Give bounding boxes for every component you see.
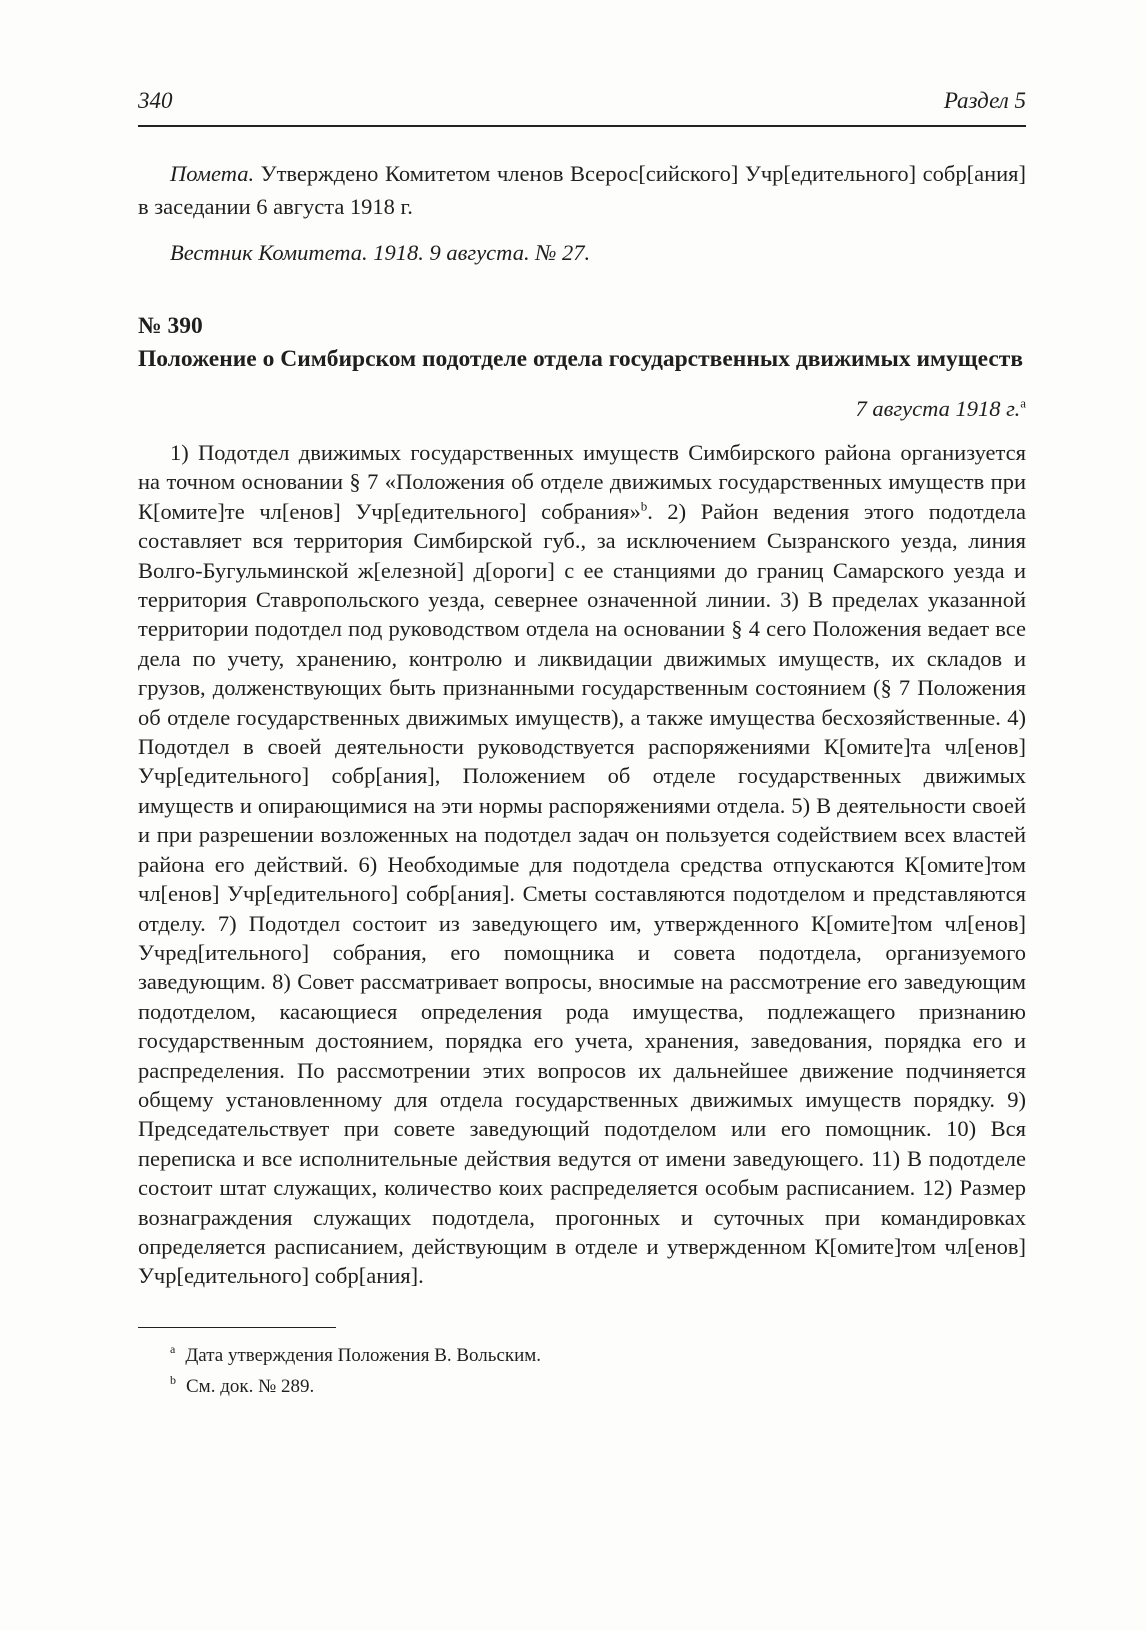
body-part-1: 1) Подотдел движимых государственных имуществ Симбирского района организуется на точном основании § 7 «Положения об отделе движимых государственных имуществ при К[омите]те чл[енов] Учр[едительного] собрания» — [138, 440, 1026, 524]
footnote-text: Дата утверждения Положения В. Вольским. — [185, 1344, 542, 1366]
page — [138, 88, 1026, 1402]
page-number: 340 — [138, 88, 173, 113]
footnote-ref-a[interactable]: a — [1020, 395, 1026, 411]
footnote-mark: b — [170, 1373, 176, 1388]
approval-note — [138, 157, 1026, 223]
footnotes — [138, 1340, 1026, 1402]
document-date — [138, 393, 1026, 425]
running-header — [138, 88, 1026, 127]
footnote-divider — [138, 1327, 336, 1328]
footnote-mark: a — [170, 1342, 176, 1357]
note-text: Утверждено Комитетом членов Всерос[сийского] Учр[едительного] собр[ания] в заседании 6 августа 1918 г. — [138, 161, 1026, 219]
document-body — [138, 438, 1026, 1291]
document-date-text: 7 августа 1918 г. — [855, 396, 1021, 421]
note-label: Помета. — [170, 161, 255, 186]
document-number: № 390 — [138, 313, 203, 339]
footnote-a — [138, 1340, 1026, 1371]
footnote-ref-b[interactable]: b — [640, 498, 648, 514]
section-title: Раздел 5 — [943, 88, 1026, 113]
footnote-text: См. док. № 289. — [186, 1375, 315, 1397]
footnote-b — [138, 1371, 1026, 1402]
source-citation: Вестник Комитета. 1918. 9 августа. № 27. — [170, 240, 591, 265]
body-part-2: . 2) Район ведения этого подотдела составляет вся территория Симбирской губ., за исключением Сызранского уезда, линия Волго-Бугульминской ж[елезной] д[ороги] с ее станциями до границ Самарского уезда и территория Ставропольского уезда, севернее означенной линии. 3) В пределах указанной территории подотдел под руководством отдела на основании § 4 сего Положения ведает все дела по учету, хранению, контролю и ликвидации движимых имуществ, их складов и грузов, долженствующих быть признанными государственным состоянием (§ 7 Положения об отделе государственных движимых имуществ), а также имущества бесхозяйственные. 4) Подотдел в своей деятельности руководствуется распоряжениями К[омите]та чл[енов] Учр[едительного] собр[ания], Положением об отделе государственных движимых имуществ и опирающимися на эти нормы распоряжениями отдела. 5) В деятельности своей и при разрешении возложенных на подотдел задач он пользуется содействием всех властей района его действий. 6) Необходимые для подотдела средства отпускаются К[омите]том чл[енов] Учр[едительного] собр[ания]. Сметы составляются подотделом и представляются отделу. 7) Подотдел состоит из заведующего им, утвержденного К[омите]том чл[енов] Учред[ительного] собрания, его помощника и совета подотдела, организуемого заведующим. 8) Совет рассматривает вопросы, вносимые на рассмотрение его заведующим подотделом, касающиеся определения рода имущества, подлежащего признанию государственным достоянием, порядка его учета, хранения, заведования, порядка его и распределения. По рассмотрении этих вопросов их дальнейшее движение подчиняется общему установленному для отдела государственных движимых имуществ порядку. 9) Председательствует при совете заведующий подотделом или его помощник. 10) Вся переписка и все исполнительные действия ведутся от имени заведующего. 11) В подотделе состоит штат служащих, количество коих распределяется особым расписанием. 12) Размер вознаграждения служащих подотдела, прогонных и суточных при командировках определяется расписанием, действующим в отделе и утвержденном К[омите]том чл[енов] Учр[едительного] собр[ания]. — [138, 498, 1026, 1289]
document-title: Положение о Симбирском подотделе отдела государственных движимых имуществ — [138, 346, 1024, 372]
